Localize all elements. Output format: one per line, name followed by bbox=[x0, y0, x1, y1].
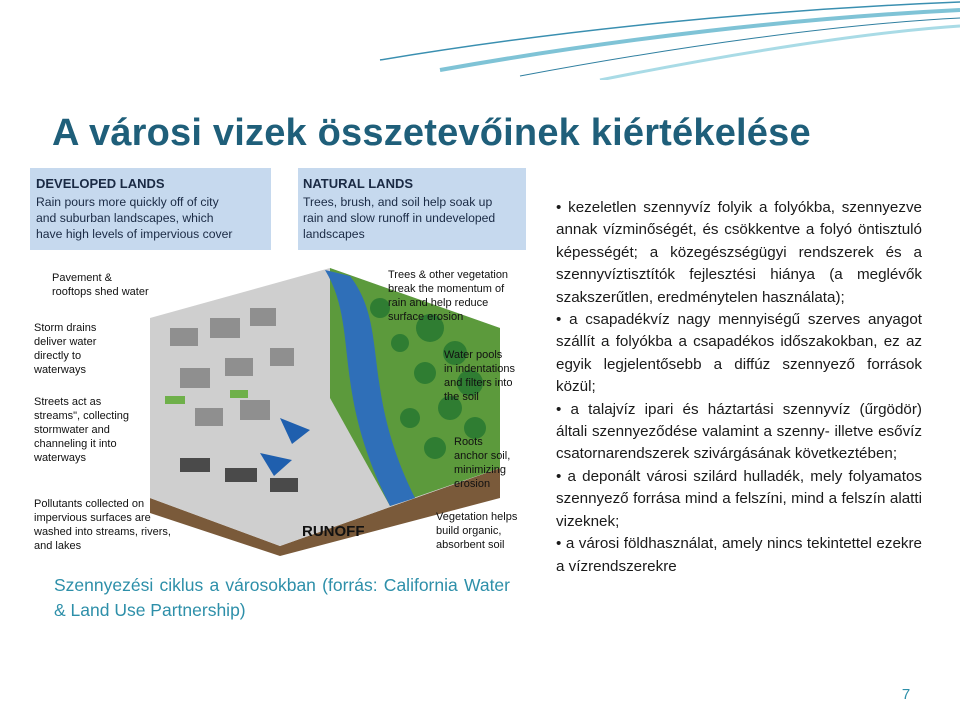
label-storm-drains-3: directly to bbox=[34, 350, 82, 362]
label-storm-drains-4: waterways bbox=[34, 364, 86, 376]
natural-line-3: landscapes bbox=[303, 227, 365, 241]
label-streets-2: streams", collecting bbox=[34, 410, 129, 422]
label-roots-2: anchor soil, bbox=[454, 450, 511, 462]
natural-line-1: Trees, brush, and soil help soak up bbox=[303, 195, 493, 209]
pollution-cycle-illustration bbox=[30, 168, 526, 556]
label-pollutants-3: washed into streams, rivers, bbox=[34, 526, 171, 538]
natural-line-2: rain and slow runoff in undeveloped bbox=[303, 211, 496, 225]
illustration-caption: Szennyezési ciklus a városokban (forrás: California Water & Land Use Partnership) bbox=[54, 575, 510, 620]
label-roots-4: erosion bbox=[454, 478, 491, 490]
natural-heading: NATURAL LANDS bbox=[303, 176, 414, 191]
label-roots-3: minimizing bbox=[454, 464, 506, 476]
label-storm-drains-1: Storm drains bbox=[34, 322, 97, 334]
bullet-item: • a deponált városi szilárd hulladék, mely folyamatos szennyező forrása mind a felszíni, mind a felszín alatti vizeknek; bbox=[556, 466, 922, 533]
label-pavement-2: rooftops shed water bbox=[52, 286, 149, 298]
header-swoosh-decoration bbox=[0, 0, 960, 80]
label-water-pools-4: the soil bbox=[444, 391, 479, 403]
label-trees-4: surface erosion bbox=[388, 311, 464, 323]
bullet-list bbox=[556, 197, 922, 578]
label-trees-2: break the momentum of bbox=[388, 283, 505, 295]
developed-heading: DEVELOPED LANDS bbox=[36, 176, 165, 191]
label-pollutants-1: Pollutants collected on bbox=[34, 498, 145, 510]
label-trees-3: rain and help reduce bbox=[388, 297, 489, 309]
bullet-item: • a csapadékvíz nagy mennyiségű szerves anyagot szállít a folyókba a csapadékos időszakokban, ez az egyik legjelentősebb a diffúz szennyező források közül; bbox=[556, 309, 922, 399]
label-vegetation-2: build organic, bbox=[436, 525, 502, 537]
label-water-pools-2: in indentations bbox=[444, 363, 515, 375]
label-vegetation-1: Vegetation helps bbox=[436, 511, 518, 523]
bullet-item: • kezeletlen szennyvíz folyik a folyókba, szennyezve annak vízminőségét, és csökkentve a folyó öntisztuló képességét; a közegészségügyi rendszerek és a szennyvíztisztítók fejlesztési hiánya (a meglévők szakszerűtlen, eredménytelen használata); bbox=[556, 197, 922, 309]
label-streets-5: waterways bbox=[34, 452, 86, 464]
label-water-pools-1: Water pools bbox=[444, 349, 503, 361]
bullet-item: • a talajvíz ipari és háztartási szennyvíz (űrgödör) általi szennyeződése valamint a szenny- illetve esővíz csatornarendszerek szivárgásának következtében; bbox=[556, 399, 922, 466]
label-pollutants-4: and lakes bbox=[34, 540, 82, 552]
page-number: 7 bbox=[901, 686, 911, 703]
label-vegetation-3: absorbent soil bbox=[436, 539, 505, 551]
label-streets-1: Streets act as bbox=[34, 396, 102, 408]
developed-line-1: Rain pours more quickly off of city bbox=[36, 195, 219, 209]
label-pollutants-2: impervious surfaces are bbox=[34, 512, 151, 524]
label-streets-3: stormwater and bbox=[34, 424, 110, 436]
label-storm-drains-2: deliver water bbox=[34, 336, 97, 348]
runoff-label: RUNOFF bbox=[302, 523, 365, 540]
label-trees-1: Trees & other vegetation bbox=[388, 269, 509, 281]
slide-title: A városi vizek összetevőinek kiértékelése bbox=[52, 112, 811, 154]
developed-line-2: and suburban landscapes, which bbox=[36, 211, 214, 225]
label-pavement-1: Pavement & bbox=[52, 272, 112, 284]
label-water-pools-3: and filters into bbox=[444, 377, 513, 389]
bullet-item: • a városi földhasználat, amely nincs tekintettel ezekre a vízrendszerekre bbox=[556, 533, 922, 578]
developed-line-3: have high levels of impervious cover bbox=[36, 227, 233, 241]
label-roots-1: Roots bbox=[454, 436, 483, 448]
label-streets-4: channeling it into bbox=[34, 438, 117, 450]
